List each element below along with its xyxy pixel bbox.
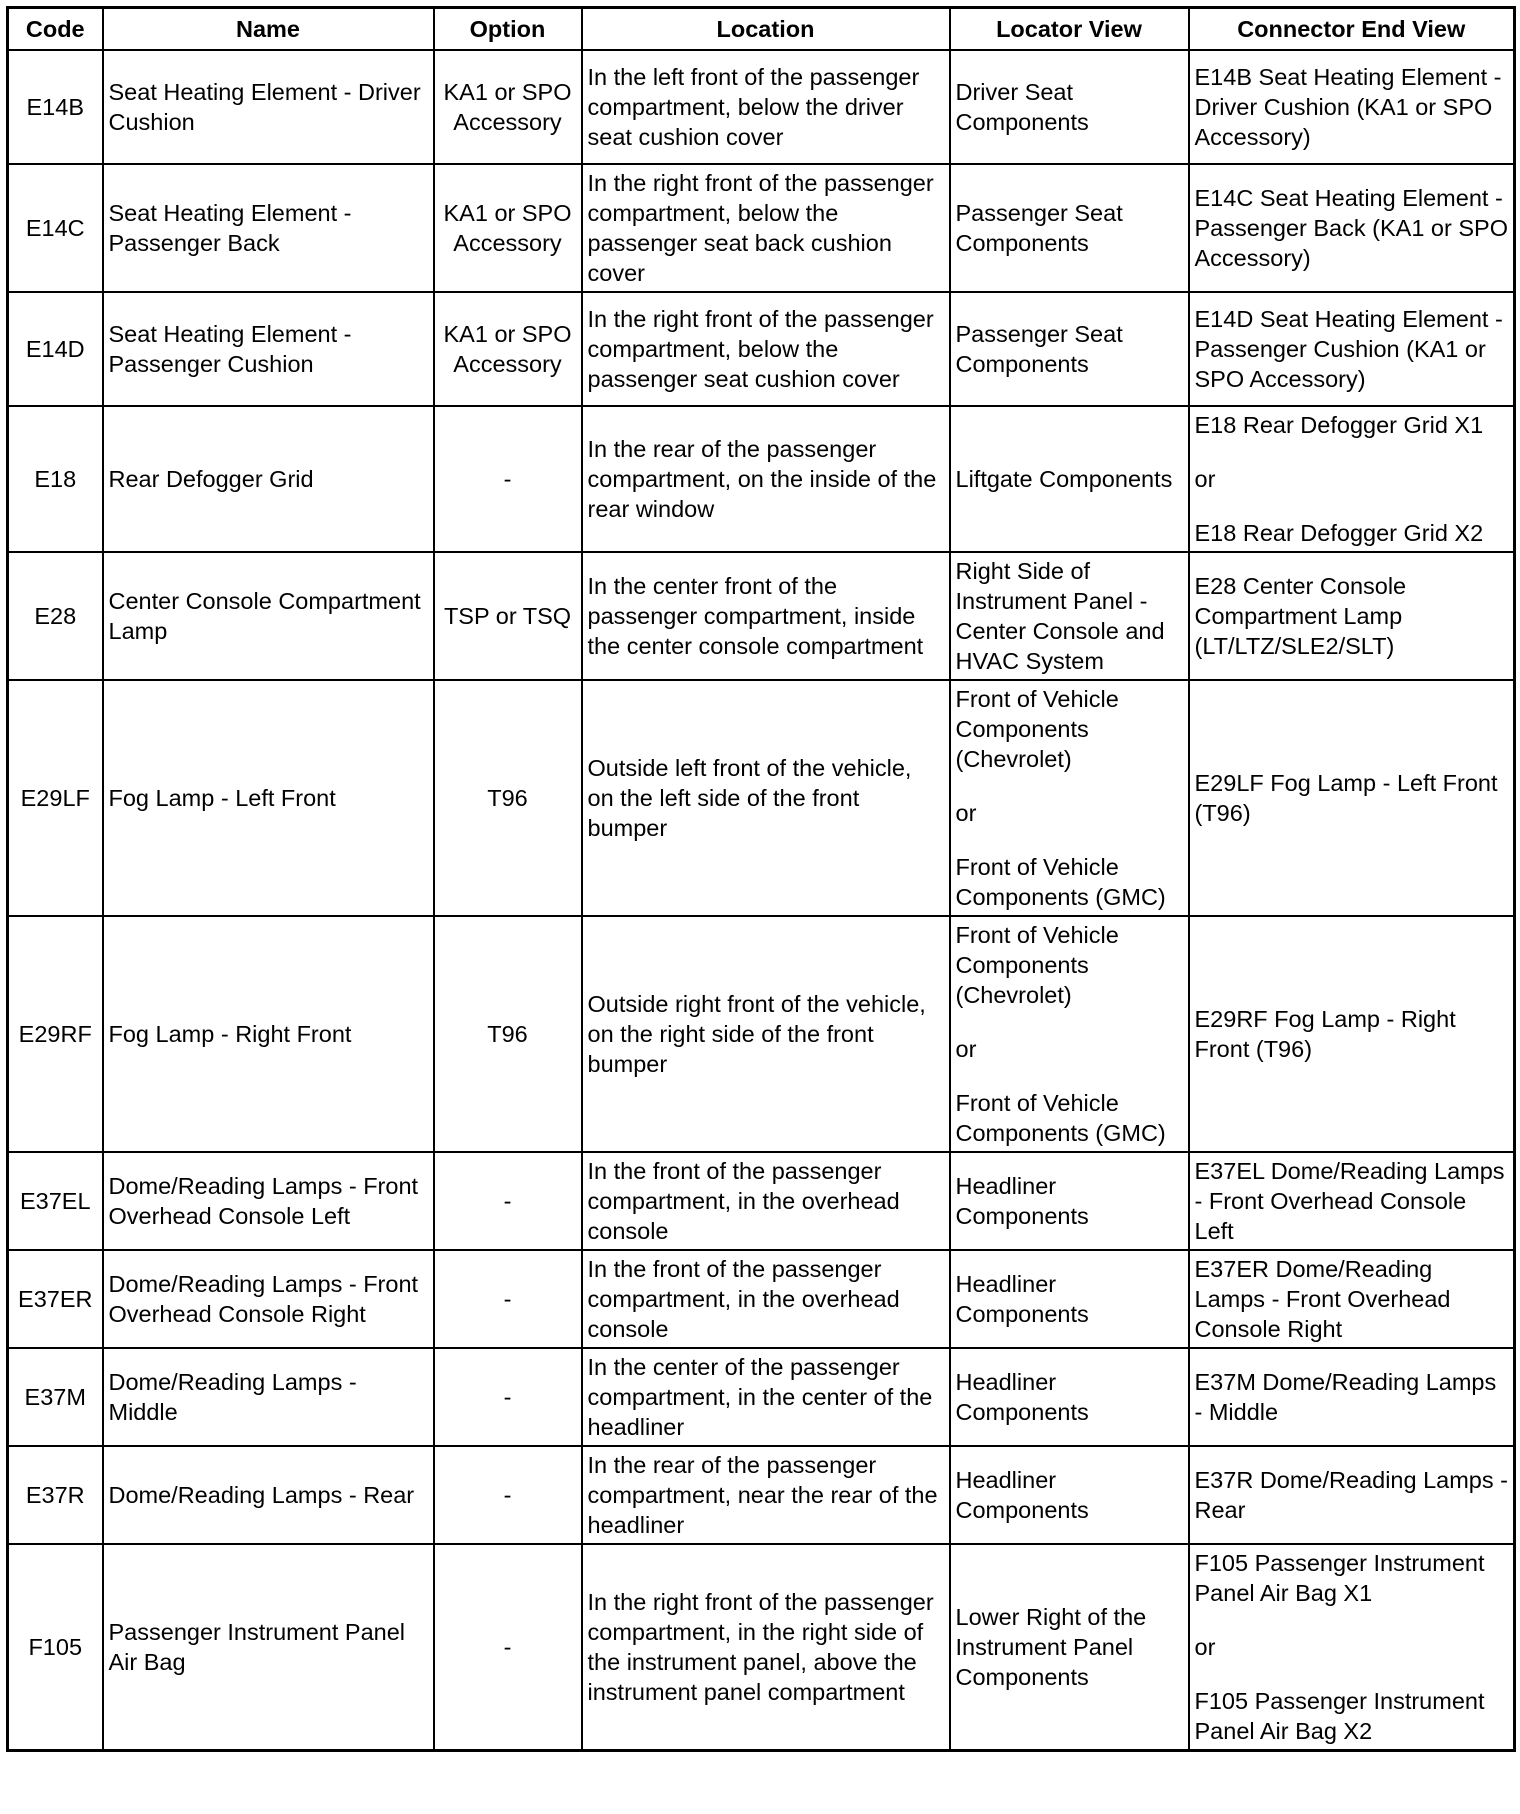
cell-option: - — [434, 1348, 582, 1446]
table-row — [8, 552, 1515, 680]
cell-connector-end-view — [1189, 1152, 1515, 1250]
line-gap — [1195, 1662, 1509, 1686]
header-location: Location — [582, 8, 950, 51]
header-option: Option — [434, 8, 582, 51]
cell-option: - — [434, 1250, 582, 1348]
cell-option: - — [434, 406, 582, 552]
cell-name: Fog Lamp - Right Front — [103, 916, 434, 1152]
table-row — [8, 1250, 1515, 1348]
cell-connector-end-view — [1189, 680, 1515, 916]
table-row — [8, 1152, 1515, 1250]
cell-connector-end-view — [1189, 1348, 1515, 1446]
table-row — [8, 916, 1515, 1152]
cell-option: - — [434, 1446, 582, 1544]
cell-location: In the right front of the passenger compartment, below the passenger seat back cushion cover — [582, 164, 950, 292]
line-gap — [956, 1064, 1183, 1088]
cell-code: E14D — [8, 292, 103, 406]
cell-location: In the front of the passenger compartment, in the overhead console — [582, 1250, 950, 1348]
document-page — [6, 6, 1513, 1752]
table-row — [8, 292, 1515, 406]
cell-code: E14C — [8, 164, 103, 292]
cell-name: Dome/Reading Lamps - Rear — [103, 1446, 434, 1544]
cell-option: - — [434, 1152, 582, 1250]
header-name: Name — [103, 8, 434, 51]
cell-locator-view — [950, 552, 1189, 680]
cell-name: Dome/Reading Lamps - Front Overhead Console Right — [103, 1250, 434, 1348]
cell-connector-end-view-line: E37ER Dome/Reading Lamps - Front Overhead Console Right — [1194, 1256, 1451, 1342]
cell-connector-end-view-line: F105 Passenger Instrument Panel Air Bag X1 — [1194, 1550, 1485, 1606]
table-row — [8, 1446, 1515, 1544]
cell-locator-view-line: Passenger Seat Components — [955, 321, 1123, 377]
cell-locator-view-line: Front of Vehicle Components (Chevrolet) — [955, 686, 1119, 772]
cell-name: Seat Heating Element - Passenger Back — [103, 164, 434, 292]
table-header-row — [8, 8, 1515, 51]
cell-locator-view-line: Headliner Components — [955, 1467, 1089, 1523]
cell-location: In the center of the passenger compartment, in the center of the headliner — [582, 1348, 950, 1446]
header-locator-view: Locator View — [950, 8, 1189, 51]
cell-option: TSP or TSQ — [434, 552, 582, 680]
cell-name: Passenger Instrument Panel Air Bag — [103, 1544, 434, 1751]
cell-name: Rear Defogger Grid — [103, 406, 434, 552]
line-gap — [1195, 440, 1509, 464]
cell-connector-end-view-line: E14D Seat Heating Element - Passenger Cushion (KA1 or SPO Accessory) — [1194, 306, 1503, 392]
cell-connector-end-view — [1189, 406, 1515, 552]
line-gap — [956, 1010, 1183, 1034]
cell-locator-view-line: or — [955, 1036, 977, 1062]
cell-location: In the right front of the passenger compartment, in the right side of the instrument panel, above the instrument panel compartment — [582, 1544, 950, 1751]
cell-locator-view-line: or — [955, 800, 977, 826]
cell-locator-view-line: Front of Vehicle Components (Chevrolet) — [955, 922, 1119, 1008]
cell-name: Dome/Reading Lamps - Middle — [103, 1348, 434, 1446]
cell-locator-view-line: Front of Vehicle Components (GMC) — [955, 854, 1166, 910]
cell-connector-end-view-line: E29RF Fog Lamp - Right Front (T96) — [1194, 1006, 1456, 1062]
line-gap — [1195, 1608, 1509, 1632]
cell-connector-end-view — [1189, 50, 1515, 164]
cell-locator-view-line: Headliner Components — [955, 1271, 1089, 1327]
cell-location: Outside left front of the vehicle, on the left side of the front bumper — [582, 680, 950, 916]
cell-connector-end-view-line: E29LF Fog Lamp - Left Front (T96) — [1194, 770, 1498, 826]
cell-code: E37M — [8, 1348, 103, 1446]
cell-code: E37R — [8, 1446, 103, 1544]
cell-location: In the rear of the passenger compartment, near the rear of the headliner — [582, 1446, 950, 1544]
line-gap — [956, 828, 1183, 852]
cell-locator-view-line: Right Side of Instrument Panel - Center Console and HVAC System — [955, 558, 1165, 674]
cell-connector-end-view-line: E14C Seat Heating Element - Passenger Back (KA1 or SPO Accessory) — [1194, 185, 1508, 271]
cell-location: In the rear of the passenger compartment, on the inside of the rear window — [582, 406, 950, 552]
cell-connector-end-view-line: E37R Dome/Reading Lamps - Rear — [1194, 1467, 1508, 1523]
cell-locator-view — [950, 292, 1189, 406]
cell-code: E18 — [8, 406, 103, 552]
line-gap — [1195, 494, 1509, 518]
cell-connector-end-view-line: E18 Rear Defogger Grid X2 — [1194, 520, 1484, 546]
table-row — [8, 680, 1515, 916]
cell-locator-view-line: Headliner Components — [955, 1173, 1089, 1229]
cell-option: KA1 or SPO Accessory — [434, 292, 582, 406]
cell-connector-end-view — [1189, 1446, 1515, 1544]
line-gap — [956, 774, 1183, 798]
cell-locator-view — [950, 916, 1189, 1152]
header-code: Code — [8, 8, 103, 51]
cell-connector-end-view-line: or — [1194, 1634, 1216, 1660]
cell-connector-end-view — [1189, 916, 1515, 1152]
cell-locator-view — [950, 1250, 1189, 1348]
cell-name: Dome/Reading Lamps - Front Overhead Console Left — [103, 1152, 434, 1250]
cell-location: In the center front of the passenger compartment, inside the center console compartment — [582, 552, 950, 680]
cell-locator-view-line: Headliner Components — [955, 1369, 1089, 1425]
table-row — [8, 164, 1515, 292]
cell-location: In the front of the passenger compartment, in the overhead console — [582, 1152, 950, 1250]
cell-location: Outside right front of the vehicle, on the right side of the front bumper — [582, 916, 950, 1152]
cell-locator-view-line: Liftgate Components — [955, 466, 1173, 492]
cell-locator-view — [950, 1446, 1189, 1544]
cell-option: KA1 or SPO Accessory — [434, 164, 582, 292]
cell-name: Fog Lamp - Left Front — [103, 680, 434, 916]
cell-locator-view-line: Driver Seat Components — [955, 79, 1089, 135]
table-row — [8, 406, 1515, 552]
cell-connector-end-view-line: E18 Rear Defogger Grid X1 — [1194, 412, 1484, 438]
cell-option: T96 — [434, 916, 582, 1152]
cell-locator-view — [950, 1544, 1189, 1751]
cell-code: E29LF — [8, 680, 103, 916]
cell-locator-view — [950, 50, 1189, 164]
table-body — [8, 50, 1515, 1751]
cell-name: Seat Heating Element - Driver Cushion — [103, 50, 434, 164]
cell-location: In the left front of the passenger compartment, below the driver seat cushion cover — [582, 50, 950, 164]
cell-option: T96 — [434, 680, 582, 916]
cell-name: Seat Heating Element - Passenger Cushion — [103, 292, 434, 406]
cell-connector-end-view — [1189, 1250, 1515, 1348]
cell-locator-view — [950, 1348, 1189, 1446]
table-row — [8, 1544, 1515, 1751]
cell-locator-view — [950, 1152, 1189, 1250]
cell-locator-view-line: Front of Vehicle Components (GMC) — [955, 1090, 1166, 1146]
connector-table — [6, 6, 1516, 1752]
cell-connector-end-view-line: or — [1194, 466, 1216, 492]
cell-connector-end-view-line: E37EL Dome/Reading Lamps - Front Overhead Console Left — [1194, 1158, 1505, 1244]
cell-locator-view — [950, 680, 1189, 916]
cell-option: KA1 or SPO Accessory — [434, 50, 582, 164]
cell-connector-end-view — [1189, 164, 1515, 292]
cell-code: E29RF — [8, 916, 103, 1152]
cell-locator-view-line: Lower Right of the Instrument Panel Components — [955, 1604, 1147, 1690]
cell-code: E14B — [8, 50, 103, 164]
cell-code: F105 — [8, 1544, 103, 1751]
header-connector-end-view: Connector End View — [1189, 8, 1515, 51]
cell-name: Center Console Compartment Lamp — [103, 552, 434, 680]
table-row — [8, 1348, 1515, 1446]
cell-connector-end-view-line: F105 Passenger Instrument Panel Air Bag X2 — [1194, 1688, 1485, 1744]
cell-code: E37EL — [8, 1152, 103, 1250]
cell-code: E37ER — [8, 1250, 103, 1348]
cell-locator-view — [950, 164, 1189, 292]
cell-locator-view-line: Passenger Seat Components — [955, 200, 1123, 256]
cell-connector-end-view-line: E37M Dome/Reading Lamps - Middle — [1194, 1369, 1497, 1425]
cell-connector-end-view — [1189, 292, 1515, 406]
cell-locator-view — [950, 406, 1189, 552]
table-row — [8, 50, 1515, 164]
cell-code: E28 — [8, 552, 103, 680]
cell-connector-end-view-line: E28 Center Console Compartment Lamp (LT/LTZ/SLE2/SLT) — [1194, 573, 1407, 659]
cell-option: - — [434, 1544, 582, 1751]
cell-connector-end-view — [1189, 1544, 1515, 1751]
cell-connector-end-view-line: E14B Seat Heating Element - Driver Cushion (KA1 or SPO Accessory) — [1194, 64, 1502, 150]
cell-connector-end-view — [1189, 552, 1515, 680]
cell-location: In the right front of the passenger compartment, below the passenger seat cushion cover — [582, 292, 950, 406]
